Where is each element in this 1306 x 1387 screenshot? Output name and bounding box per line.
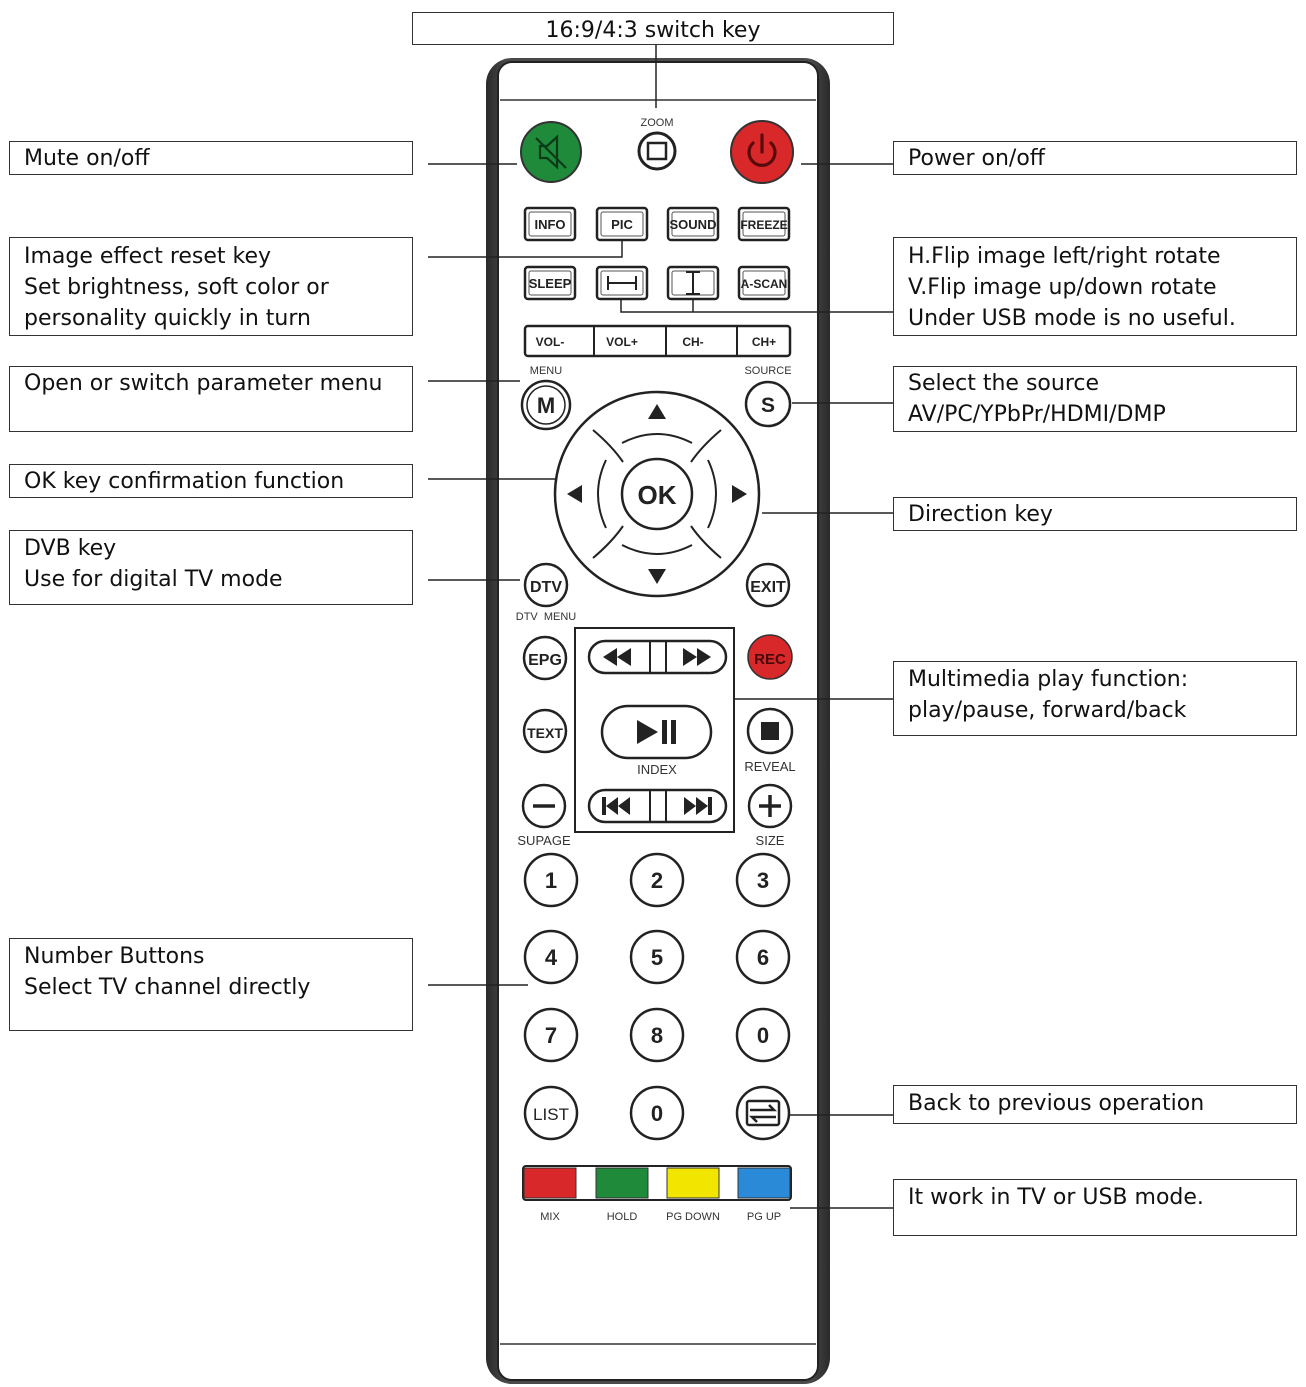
- callout-direction: [893, 497, 1297, 531]
- zoom-label: ZOOM: [640, 117, 674, 129]
- yellow-key-label: PG DOWN: [666, 1211, 720, 1223]
- callout-flip-line-1: H.Flip image left/right rotate: [908, 244, 1221, 269]
- callout-flip-line-3: Under USB mode is no useful.: [908, 306, 1236, 331]
- ch-down-button-label: CH-: [682, 335, 704, 349]
- text-button-label: TEXT: [527, 725, 563, 741]
- callout-flip: [893, 237, 1297, 336]
- stop-icon: [761, 722, 779, 740]
- number-button-label-9: 0: [756, 1023, 770, 1048]
- sleep-button-label: SLEEP: [528, 276, 572, 291]
- blue-key-label: PG UP: [746, 1211, 782, 1223]
- callout-dvb-line-1: DVB key: [24, 536, 117, 561]
- number-button-label-8: 8: [650, 1023, 664, 1048]
- callout-dvb-line-2: Use for digital TV mode: [24, 567, 283, 592]
- callout-media-line-2: play/pause, forward/back: [908, 698, 1187, 723]
- source-label: SOURCE: [744, 365, 792, 377]
- callout-source: [893, 366, 1297, 432]
- reveal-label: REVEAL: [744, 759, 796, 774]
- blue-key[interactable]: [738, 1168, 790, 1198]
- number-button-label-4: 4: [544, 945, 558, 970]
- yellow-key[interactable]: [667, 1168, 719, 1198]
- green-key-label: HOLD: [606, 1211, 638, 1223]
- callout-back: [893, 1085, 1297, 1124]
- callout-source-line-2: AV/PC/YPbPr/HDMI/DMP: [908, 402, 1166, 427]
- callout-source-line-1: Select the source: [908, 371, 1100, 396]
- ch-up-button-label: CH+: [751, 335, 777, 349]
- callout-media-line-1: Multimedia play function:: [908, 667, 1189, 692]
- red-key[interactable]: [524, 1168, 576, 1198]
- list-button-label: LIST: [533, 1105, 569, 1124]
- pic-button-label: PIC: [611, 217, 633, 232]
- dtv-button-label: DTV: [530, 579, 562, 596]
- info-button-label: INFO: [534, 217, 566, 232]
- number-button-label-7: 7: [544, 1023, 558, 1048]
- source-button-label: S: [760, 394, 776, 417]
- callout-menu: [9, 366, 413, 432]
- callout-flip-line-2: V.Flip image up/down rotate: [908, 275, 1217, 300]
- callout-zoom: [412, 12, 894, 45]
- callout-numbers-line-2: Select TV channel directly: [24, 975, 311, 1000]
- callout-pic-line-2: Set brightness, soft color or: [24, 275, 329, 300]
- rec-button-label: REC: [754, 651, 786, 668]
- supage-label: SUPAGE: [517, 833, 571, 848]
- callout-media: [893, 661, 1297, 736]
- freeze-button-label: FREEZE: [740, 218, 788, 232]
- callout-mute-line: Mute on/off: [24, 146, 150, 171]
- sound-button-label: SOUND: [669, 217, 717, 232]
- index-label: INDEX: [637, 762, 677, 777]
- callout-pic: [9, 237, 413, 336]
- callout-color: [893, 1179, 1297, 1236]
- ok-button-label: OK: [637, 480, 677, 510]
- callout-ok-line: OK key confirmation function: [24, 469, 345, 494]
- callout-zoom-line: 16:9/4:3 switch key: [545, 18, 761, 43]
- number-button-label-6: 6: [756, 945, 770, 970]
- green-key[interactable]: [596, 1168, 648, 1198]
- number-button-label-5: 5: [650, 945, 664, 970]
- number-button-label-1: 1: [544, 868, 558, 893]
- callout-menu-line: Open or switch parameter menu: [24, 371, 383, 396]
- vol-up-button-label: VOL+: [606, 335, 638, 349]
- size-label: SIZE: [755, 833, 785, 848]
- callout-pic-line-3: personality quickly in turn: [24, 306, 311, 331]
- number-pad: [525, 854, 789, 1061]
- ascan-button-label: A-SCAN: [740, 277, 788, 291]
- callout-power: [893, 141, 1297, 175]
- direction-pad: [555, 392, 759, 596]
- number-button-label-3: 3: [756, 868, 770, 893]
- menu-label: MENU: [529, 365, 563, 377]
- callout-mute: [9, 141, 413, 175]
- zoom-button[interactable]: [639, 133, 675, 169]
- vol-down-button-label: VOL-: [535, 335, 565, 349]
- zero-button-label: 0: [650, 1101, 664, 1126]
- epg-button-label: EPG: [528, 652, 562, 669]
- callout-pic-line-1: Image effect reset key: [24, 244, 272, 269]
- red-key-label: MIX: [540, 1211, 560, 1223]
- menu-button-label: M: [536, 393, 556, 418]
- number-button-label-2: 2: [650, 868, 664, 893]
- callout-power-line: Power on/off: [908, 146, 1045, 171]
- dtv-menu-label: DTV MENU: [515, 611, 577, 623]
- callout-color-line: It work in TV or USB mode.: [908, 1185, 1204, 1210]
- callout-dvb: [9, 530, 413, 605]
- callout-direction-line: Direction key: [908, 502, 1053, 527]
- callout-numbers: [9, 938, 413, 1031]
- return-button[interactable]: [737, 1087, 789, 1139]
- callout-ok: [9, 464, 413, 498]
- callout-back-line: Back to previous operation: [908, 1091, 1205, 1116]
- callout-numbers-line-1: Number Buttons: [24, 944, 205, 969]
- exit-button-label: EXIT: [750, 579, 786, 596]
